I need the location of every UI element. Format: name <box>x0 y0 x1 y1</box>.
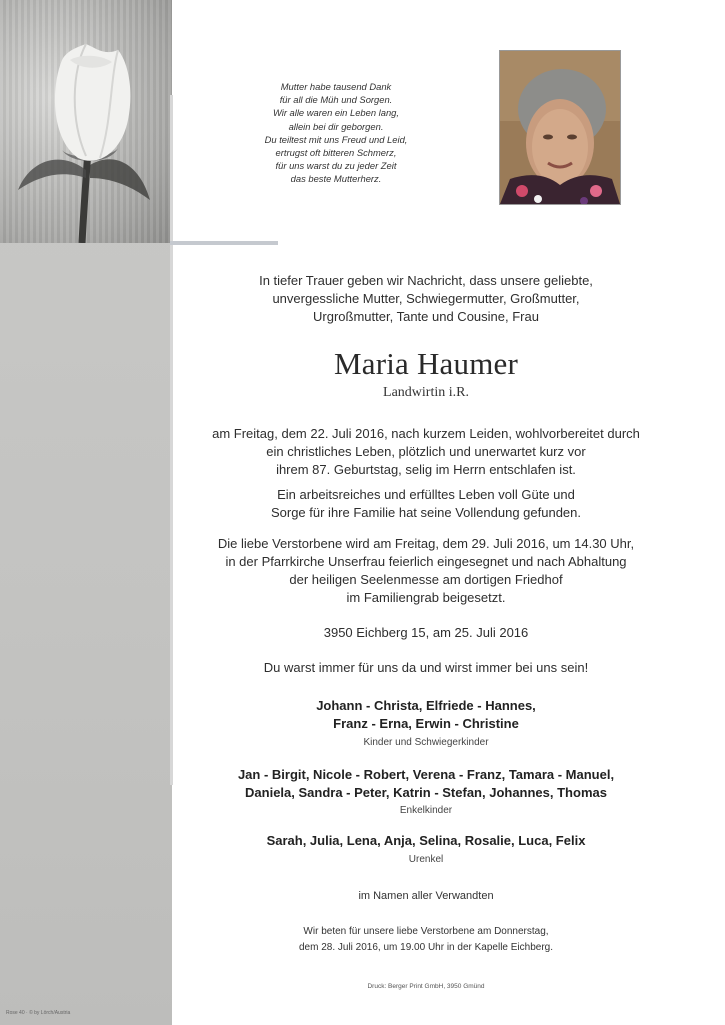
accent-rule <box>170 241 278 245</box>
grandchildren-block <box>172 766 680 818</box>
children-names: Johann - Christa, Elfriede - Hannes, <box>316 698 536 713</box>
funeral-line: der heiligen Seelenmesse am dortigen Friedhof <box>289 572 563 587</box>
image-credit: Rose 40 · © by Lörch/Austria <box>6 1010 71 1016</box>
relation-label: Enkelkinder <box>399 805 453 816</box>
rose-icon <box>0 0 172 243</box>
poem <box>236 80 436 186</box>
poem-line: Du teiltest mit uns Freud und Leid, <box>264 133 408 145</box>
death-notice <box>172 425 680 479</box>
poem-line: für uns warst du zu jeder Zeit <box>275 160 397 172</box>
life-line: Ein arbeitsreiches und erfülltes Leben voll Güte und <box>277 487 575 502</box>
prayer-line: dem 28. Juli 2016, um 19.00 Uhr in der Kapelle Eichberg. <box>298 942 554 953</box>
life-line: Sorge für ihre Familie hat seine Vollendung gefunden. <box>270 505 582 520</box>
deceased-name: Maria Haumer <box>333 346 518 381</box>
death-notice-line: ihrem 87. Geburtstag, selig im Herrn entschlafen ist. <box>276 462 576 477</box>
printer-credit: Druck: Berger Print GmbH, 3950 Gmünd <box>367 983 485 990</box>
poem-line: für all die Müh und Sorgen. <box>279 94 393 106</box>
great-grandchildren-names: Sarah, Julia, Lena, Anja, Selina, Rosalie, Luca, Felix <box>266 833 586 848</box>
intro-text <box>172 272 680 326</box>
prayer-text <box>172 924 680 956</box>
relation-label: Urenkel <box>408 854 444 865</box>
funeral-line: Die liebe Verstorbene wird am Freitag, dem 29. Juli 2016, um 14.30 Uhr, <box>217 536 635 551</box>
intro-line: In tiefer Trauer geben wir Nachricht, dass unsere geliebte, <box>259 273 593 288</box>
children-block <box>172 697 680 750</box>
death-notice-line: am Freitag, dem 22. Juli 2016, nach kurzem Leiden, wohlvorbereitet durch <box>212 426 640 441</box>
deceased-title: Landwirtin i.R. <box>383 385 469 400</box>
intro-line: unvergessliche Mutter, Schwiegermutter, Großmutter, <box>272 291 580 306</box>
relation-label: Kinder und Schwiegerkinder <box>363 737 489 748</box>
great-grandchildren-block <box>172 832 680 867</box>
grandchildren-names: Jan - Birgit, Nicole - Robert, Verena - Franz, Tamara - Manuel, <box>237 767 615 782</box>
funeral-text <box>172 535 680 607</box>
life-text <box>172 486 680 522</box>
prayer-line: Wir beten für unsere liebe Verstorbene am Donnerstag, <box>303 926 549 937</box>
farewell-text: Du warst immer für uns da und wirst immer bei uns sein! <box>263 660 589 675</box>
poem-line: ertrugst oft bitteren Schmerz, <box>275 147 397 159</box>
funeral-line: im Familiengrab beigesetzt. <box>346 590 506 605</box>
place-date: 3950 Eichberg 15, am 25. Juli 2016 <box>323 625 529 640</box>
poem-line: Wir alle waren ein Leben lang, <box>272 107 400 119</box>
funeral-line: in der Pfarrkirche Unserfrau feierlich eingesegnet und nach Abhaltung <box>225 554 627 569</box>
rose-image <box>0 0 172 243</box>
intro-line: Urgroßmutter, Tante und Cousine, Frau <box>313 309 539 324</box>
poem-line: das beste Mutterherz. <box>290 173 382 185</box>
death-notice-line: ein christliches Leben, plötzlich und unerwartet kurz vor <box>266 444 586 459</box>
relatives-text: im Namen aller Verwandten <box>358 890 494 902</box>
children-names: Franz - Erna, Erwin - Christine <box>333 716 519 731</box>
poem-line: allein bei dir geborgen. <box>288 120 384 132</box>
poem-line: Mutter habe tausend Dank <box>280 81 392 92</box>
portrait-photo <box>499 50 621 205</box>
grandchildren-names: Daniela, Sandra - Peter, Katrin - Stefan, Johannes, Thomas <box>245 785 607 800</box>
